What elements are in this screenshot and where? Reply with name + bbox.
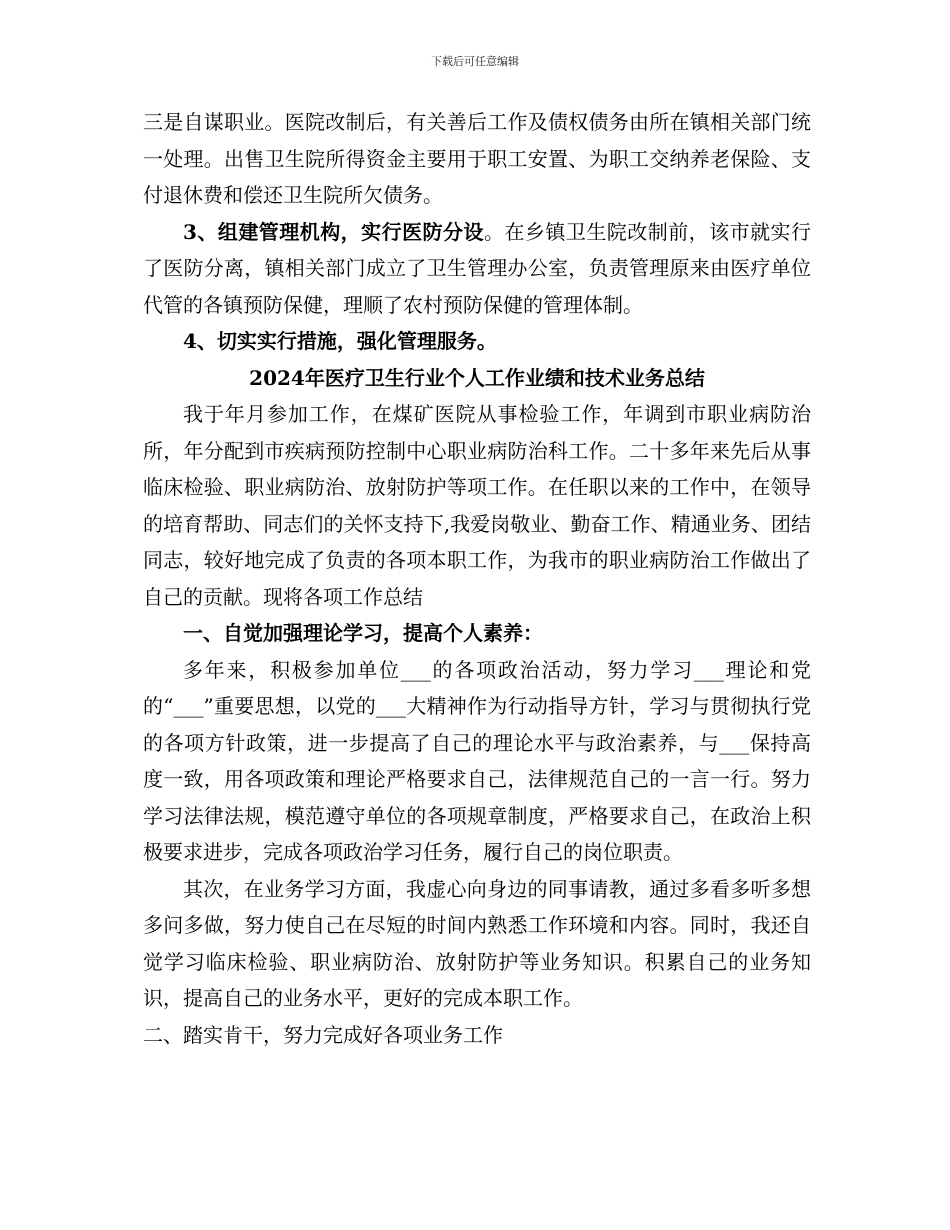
- section-heading-2: 二、踏实肯干，努力完成好各项业务工作: [143, 1022, 503, 1047]
- paragraph-text: 。在乡镇卫生院改制前，该市就实行了医防分离，镇相关部门成立了卫生管理办公室，负责管理原来由医疗单位代管的各镇预防保健，理顺了农村预防保健的管理体制。: [143, 219, 812, 317]
- paragraph-heading-3: 3、组建管理机构，实行医防分设: [183, 219, 484, 244]
- paragraph-introduction: 我于年月参加工作，在煤矿医院从事检验工作，年调到市职业病防治所，年分配到市疾病预防控制中心职业病防治科工作。二十多年来先后从事临床检验、职业病防治、放射防护等项工作。在任职以来的工作中，在领导的培育帮助、同志们的关怀支持下,我爱岗敬业、勤奋工作、精通业务、团结同志，较好地完成了负责的各项本职工作，为我市的职业病防治工作做出了自己的贡献。现将各项工作总结: [143, 402, 811, 609]
- document-body: [143, 104, 811, 1053]
- paragraph-management-setup: [143, 214, 811, 324]
- page-header: 下载后可任意编辑: [431, 55, 519, 68]
- paragraph-retirement-arrangements: 三是自谋职业。医院改制后，有关善后工作及债权债务由所在镇相关部门统一处理。出售卫生院所得资金主要用于职工安置、为职工交纳养老保险、支付退休费和偿还卫生院所欠债务。: [143, 110, 811, 207]
- section-heading-1: 一、自觉加强理论学习，提高个人素养：: [183, 621, 543, 645]
- document-title: 2024年医疗卫生行业个人工作业绩和技术业务总结: [249, 365, 705, 390]
- paragraph-heading-4: 4、切实实行措施，强化管理服务。: [183, 329, 497, 353]
- paragraph-political-study: 多年来，积极参加单位___的各项政治活动，努力学习___理论和党的“___”重要思想，以党的___大精神作为行动指导方针，学习与贯彻执行党的各项方针政策，进一步提高了自己的理论水平与政治素养，与___保持高度一致，用各项政策和理论严格要求自己，法律规范自己的一言一行。努力学习法律法规，模范遵守单位的各项规章制度，严格要求自己，在政治上积极要求进步，完成各项政治学习任务，履行自己的岗位职责。: [143, 657, 811, 864]
- paragraph-business-study: 其次，在业务学习方面，我虚心向身边的同事请教，通过多看多听多想多问多做，努力使自己在尽短的时间内熟悉工作环境和内容。同时，我还自觉学习临床检验、职业病防治、放射防护等业务知识。积累自己的业务知识，提高自己的业务水平，更好的完成本职工作。: [143, 876, 811, 1010]
